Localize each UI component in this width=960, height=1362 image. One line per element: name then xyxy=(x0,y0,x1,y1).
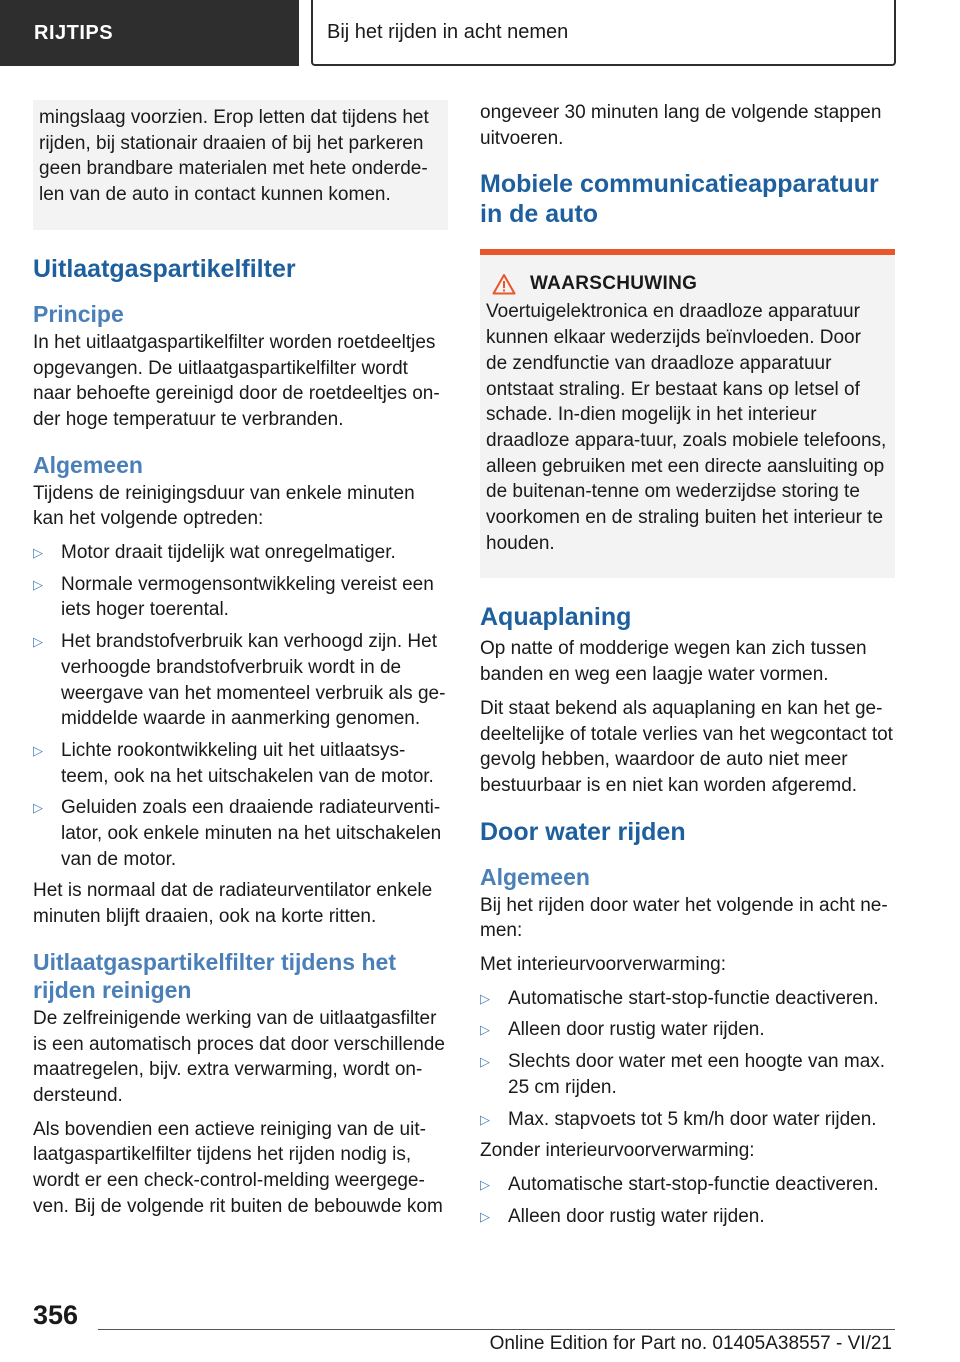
paragraph-reinigen-1: De zelfreinigende werking van de uitlaatgasfilter is een automatisch proces dat door verschillende maatregelen, bijv. extra verwarming, wordt on-dersteund. xyxy=(33,1007,445,1106)
triangle-bullet-icon: ▷ xyxy=(480,1176,490,1192)
warning-title: WAARSCHUWING xyxy=(530,273,698,295)
warning-text: Voertuigelektronica en draadloze apparatuur kunnen elkaar wederzijds beïnvloeden. Door de zendfunctie van draadloze apparatuur ontstaat straling. Er bestaat kans op letsel of schade. In-dien mogelijk in het interieur draadloze appara-tuur, zoals mobiele telefoons, alleen gebruiken met een directe aansluiting op de buitenan-tenne om wederzijdse storing te voorkomen en de straling buiten het interieur te houden. xyxy=(486,301,887,554)
heading-algemeen-right: Algemeen xyxy=(480,863,590,890)
list-item: ▷ Alleen door rustig water rijden. xyxy=(480,1204,895,1230)
heading-filter-reinigen: Uitlaatgaspartikelfilter tijdens het rijden reinigen xyxy=(33,948,396,1003)
triangle-bullet-icon: ▷ xyxy=(33,634,43,650)
triangle-bullet-icon: ▷ xyxy=(33,545,43,561)
paragraph-met: Met interieurvoorverwarming: xyxy=(480,954,727,976)
list-item: ▷ Max. stapvoets tot 5 km/h door water rijden. xyxy=(480,1107,895,1133)
paragraph-reinigen-2: Als bovendien een actieve reiniging van de uit-laatgaspartikelfilter tijdens het rijden nodig is, wordt er een check-control-melding weergege-ven. Bij de volgende rit buiten de bebouwde kom xyxy=(33,1118,443,1217)
list-item: ▷ Lichte rookontwikkeling uit het uitlaatsys-teem, ook na het uitschakelen van de motor. xyxy=(33,739,434,787)
warning-header xyxy=(486,273,887,295)
warning-box xyxy=(480,255,895,578)
paragraph-zonder: Zonder interieurvoorverwarming: xyxy=(480,1140,755,1162)
left-column xyxy=(33,100,448,1228)
paragraph-aqua-1: Op natte of modderige wegen kan zich tussen banden en weg een laagje water vormen. xyxy=(480,638,867,686)
triangle-bullet-icon: ▷ xyxy=(480,1208,490,1224)
section-tab: RIJTIPS xyxy=(0,0,299,66)
paragraph-water: Bij het rijden door water het volgende in acht ne-men: xyxy=(480,894,888,942)
triangle-bullet-icon: ▷ xyxy=(33,800,43,816)
warning-triangle-icon xyxy=(492,273,516,295)
heading-mobiele-communicatie: Mobiele communicatieapparatuur in de auto xyxy=(480,170,879,229)
note-box xyxy=(33,100,448,230)
triangle-bullet-icon: ▷ xyxy=(480,1111,490,1127)
bullet-list-zonder xyxy=(480,1172,895,1229)
page-header xyxy=(0,0,960,82)
heading-uitlaatgaspartikelfilter: Uitlaatgaspartikelfilter xyxy=(33,254,296,283)
triangle-bullet-icon: ▷ xyxy=(33,576,43,592)
list-item: ▷ Geluiden zoals een draaiende radiateurventi-lator, ook enkele minuten na het uitschakelen van de motor. xyxy=(33,797,442,870)
list-item: ▷ Het brandstofverbruik kan verhoogd zijn. Het verhoogde brandstofverbruik wordt in de weergave van het momenteel verbruik als ge-middelde waarde in aanmerking genomen. xyxy=(33,631,446,730)
triangle-bullet-icon: ▷ xyxy=(33,742,43,758)
paragraph-normaal: Het is normaal dat de radiateurventilator enkele minuten blijft draaien, ook na korte ritten. xyxy=(33,880,433,928)
heading-door-water-rijden: Door water rijden xyxy=(480,817,686,846)
chapter-tab: Bij het rijden in acht nemen xyxy=(311,0,896,66)
triangle-bullet-icon: ▷ xyxy=(480,1054,490,1070)
list-item: ▷ Automatische start-stop-functie deactiveren. xyxy=(480,986,895,1012)
right-column xyxy=(480,100,895,1235)
bullet-list-symptoms xyxy=(33,540,448,872)
heading-algemeen-left: Algemeen xyxy=(33,451,143,478)
list-item: ▷ Automatische start-stop-functie deactiveren. xyxy=(480,1172,895,1198)
list-item: ▷ Slechts door water met een hoogte van max. 25 cm rijden. xyxy=(480,1051,886,1098)
footer-rule xyxy=(98,1329,895,1330)
list-item: ▷ Alleen door rustig water rijden. xyxy=(480,1017,895,1043)
heading-aquaplaning: Aquaplaning xyxy=(480,603,632,632)
paragraph-aqua-2: Dit staat bekend als aquaplaning en kan het ge-deeltelijke of totale verlies van het wegcontact tot gevolg hebben, waardoor de auto niet meer bestuurbaar is en niet kan worden afgeremd. xyxy=(480,697,893,796)
list-item: ▷ Normale vermogensontwikkeling vereist een iets hoger toerental. xyxy=(33,573,434,621)
list-item: ▷ Motor draait tijdelijk wat onregelmatiger. xyxy=(33,540,448,566)
paragraph-continued: ongeveer 30 minuten lang de volgende stappen uitvoeren. xyxy=(480,102,882,149)
triangle-bullet-icon: ▷ xyxy=(480,990,490,1006)
paragraph-algemeen: Tijdens de reinigingsduur van enkele minuten kan het volgende optreden: xyxy=(33,482,415,530)
bullet-list-met xyxy=(480,986,895,1133)
note-text: mingslaag voorzien. Erop letten dat tijdens het rijden, bij stationair draaien of bij het parkeren geen brandbare materialen met hete onderde-len van de auto in contact kunnen komen. xyxy=(39,107,429,206)
triangle-bullet-icon: ▷ xyxy=(480,1022,490,1038)
page-number: 356 xyxy=(33,1300,79,1330)
footer-edition: Online Edition for Part no. 01405A38557 - VI/21 xyxy=(489,1333,892,1354)
heading-principe: Principe xyxy=(33,300,124,327)
paragraph-principe: In het uitlaatgaspartikelfilter worden roetdeeltjes opgevangen. De uitlaatgaspartikelfilter wordt naar behoefte gereinigd door de roetdeeltjes on-der hoge temperatuur te verbranden. xyxy=(33,331,440,430)
